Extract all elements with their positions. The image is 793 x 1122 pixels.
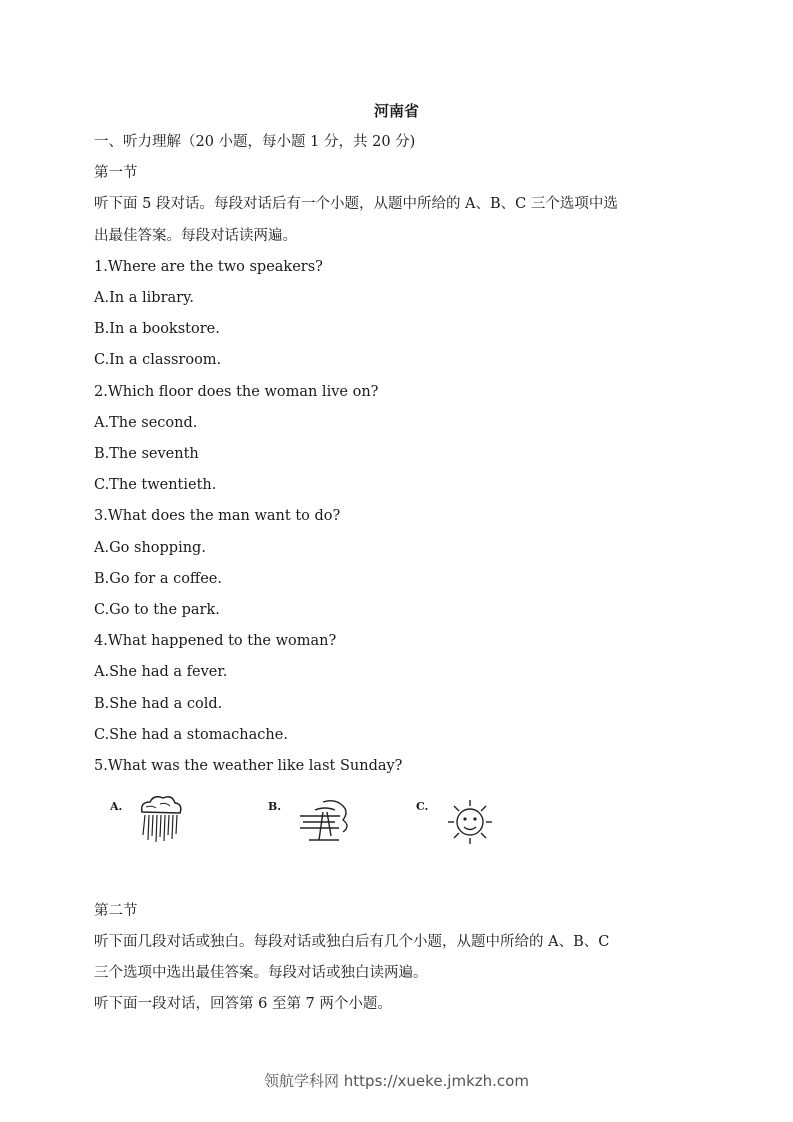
option: C.The twentieth. — [94, 477, 217, 493]
picture-options — [100, 790, 520, 860]
option: A.Go shopping. — [94, 540, 206, 556]
page-title: 河南省 — [373, 102, 419, 120]
option: B.The seventh — [94, 446, 199, 462]
part2-instruction-line: 听下面一段对话，回答第 6 至第 7 两个小题。 — [94, 996, 392, 1012]
question: 1.Where are the two speakers? — [94, 259, 323, 275]
picture-label: B. — [268, 800, 282, 813]
option: B.Go for a coffee. — [94, 571, 223, 587]
rain-cloud-icon — [130, 790, 190, 850]
option: B.In a bookstore. — [94, 321, 220, 337]
part1-heading: 第一节 — [94, 165, 138, 181]
part2-instruction-line: 听下面几段对话或独白。每段对话或独白后有几个小题，从题中所给的 A、B、C — [94, 934, 610, 950]
part1-instruction-line: 听下面 5 段对话。每段对话后有一个小题，从题中所给的 A、B、C 三个选项中选 — [94, 196, 618, 212]
question: 5.What was the weather like last Sunday? — [94, 758, 403, 774]
option: C.She had a stomachache. — [94, 727, 288, 743]
footer-watermark: 领航学科网 https://xueke.jmkzh.com — [264, 1072, 529, 1090]
picture-label: A. — [110, 800, 123, 813]
option: C.Go to the park. — [94, 602, 220, 618]
question: 3.What does the man want to do? — [94, 508, 341, 524]
option: C.In a classroom. — [94, 352, 222, 368]
part1-instruction-line: 出最佳答案。每段对话读两遍。 — [94, 228, 297, 244]
question: 2.Which floor does the woman live on? — [94, 384, 379, 400]
part2-instruction-line: 三个选项中选出最佳答案。每段对话或独白读两遍。 — [94, 965, 428, 981]
sun-icon — [440, 790, 500, 850]
option: A.The second. — [94, 415, 198, 431]
picture-label: C. — [416, 800, 429, 813]
question: 4.What happened to the woman? — [94, 633, 337, 649]
wind-icon — [295, 790, 360, 850]
option: A.In a library. — [94, 290, 194, 306]
section-heading: 一、听力理解（20 小题，每小题 1 分，共 20 分) — [94, 134, 416, 150]
option: A.She had a fever. — [94, 664, 228, 680]
option: B.She had a cold. — [94, 696, 223, 712]
part2-heading: 第二节 — [94, 903, 138, 919]
